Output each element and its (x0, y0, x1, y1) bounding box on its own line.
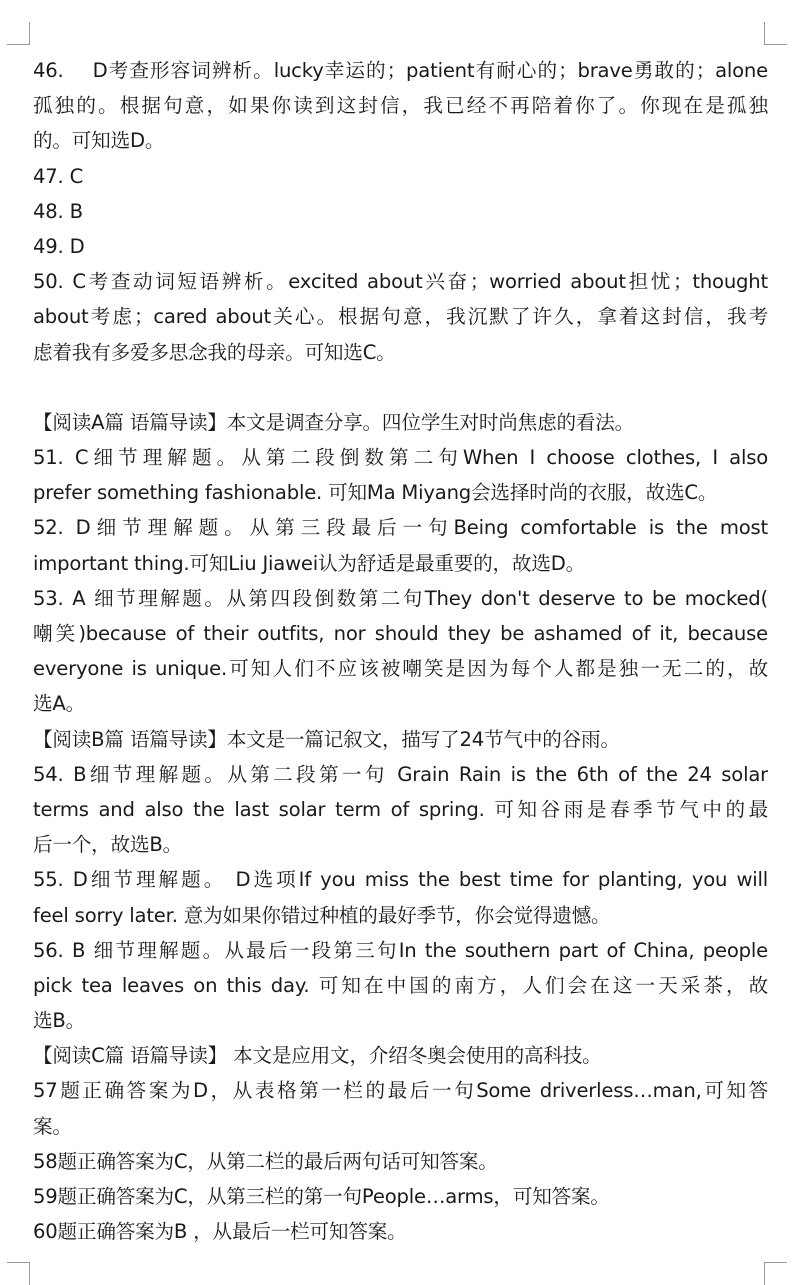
text-line: 60题正确答案为B ，从最后一栏可知答案。 (33, 1220, 407, 1244)
text-line: 孤独的。根据句意，如果你读到这封信，我已经不再陪着你了。你现在是孤独 (33, 94, 768, 118)
text-line: 案。 (33, 1114, 72, 1138)
text-line: 59题正确答案为C，从第三栏的第一句People…arms，可知答案。 (33, 1185, 610, 1208)
text-line: 【阅读C篇 语篇导读】 本文是应用文，介绍冬奥会使用的高科技。 (33, 1044, 602, 1068)
text-line: 49. D (33, 234, 85, 258)
text-line: 选A。 (33, 692, 85, 716)
text-line: 53. A 细节理解题。从第四段倒数第二句They don't deserve to be mocked( (33, 586, 768, 610)
text-line: 后一个，故选B。 (33, 833, 182, 857)
text-line: 嘲笑)because of their outfits, nor should they be ashamed of it, because (33, 622, 768, 645)
text-line: 56. B 细节理解题。从最后一段第三句In the southern part of China, people (33, 938, 768, 962)
text-line: 58题正确答案为C，从第二栏的最后两句话可知答案。 (33, 1149, 498, 1173)
text-line: 50. C考查动词短语辨析。excited about兴奋；worried about担忧；thought (33, 270, 768, 294)
text-line: 55. D细节理解题。 D选项If you miss the best time for planting, you will (33, 868, 768, 892)
text-line: prefer something fashionable. 可知Ma Miyang会选择时尚的衣服，故选C。 (33, 481, 718, 505)
text-line: terms and also the last solar term of spring. 可知谷雨是春季节气中的最 (33, 797, 768, 821)
text-line: 【阅读B篇 语篇导读】本文是一篇记叙文，描写了24节气中的谷雨。 (33, 727, 620, 751)
text-line: 【阅读A篇 语篇导读】本文是调查分享。四位学生对时尚焦虑的看法。 (33, 410, 635, 434)
crop-mark-top-right (764, 22, 787, 45)
text-line: about考虑；cared about关心。根据句意，我沉默了许久，拿着这封信，我考 (33, 305, 768, 329)
text-line: pick tea leaves on this day. 可知在中国的南方，人们会在这一天采茶，故 (33, 973, 768, 997)
text-line: 的。可知选D。 (33, 129, 165, 153)
text-line: 48. B (33, 199, 83, 223)
text-line: 虑着我有多爱多思念我的母亲。可知选C。 (33, 340, 396, 364)
text-line: 54. B细节理解题。从第二段第一句 Grain Rain is the 6th of the 24 solar (33, 762, 768, 786)
text-line: 57题正确答案为D，从表格第一栏的最后一句Some driverless…man,可知答 (33, 1079, 768, 1103)
crop-mark-bottom-left (7, 1262, 30, 1285)
text-line: 51. C细节理解题。从第二段倒数第二句When I choose clothes, I also (33, 446, 768, 470)
crop-mark-top-left (7, 22, 30, 45)
blank-line (33, 370, 768, 405)
text-line: 47. C (33, 164, 84, 188)
text-line: 52. D细节理解题。从第三段最后一句Being comfortable is the most (33, 516, 768, 540)
text-line: important thing.可知Liu Jiawei认为舒适是最重要的，故选D。 (33, 551, 586, 575)
answer-key-document (33, 53, 768, 1249)
crop-mark-bottom-right (764, 1262, 787, 1285)
text-line: feel sorry later. 意为如果你错过种植的最好季节，你会觉得遗憾。 (33, 903, 611, 927)
text-line: everyone is unique.可知人们不应该被嘲笑是因为每个人都是独一无二的，故 (33, 657, 768, 681)
text-line: 选B。 (33, 1009, 86, 1033)
text-line: 46. D考查形容词辨析。lucky幸运的；patient有耐心的；brave勇敢的；alone (33, 59, 768, 82)
